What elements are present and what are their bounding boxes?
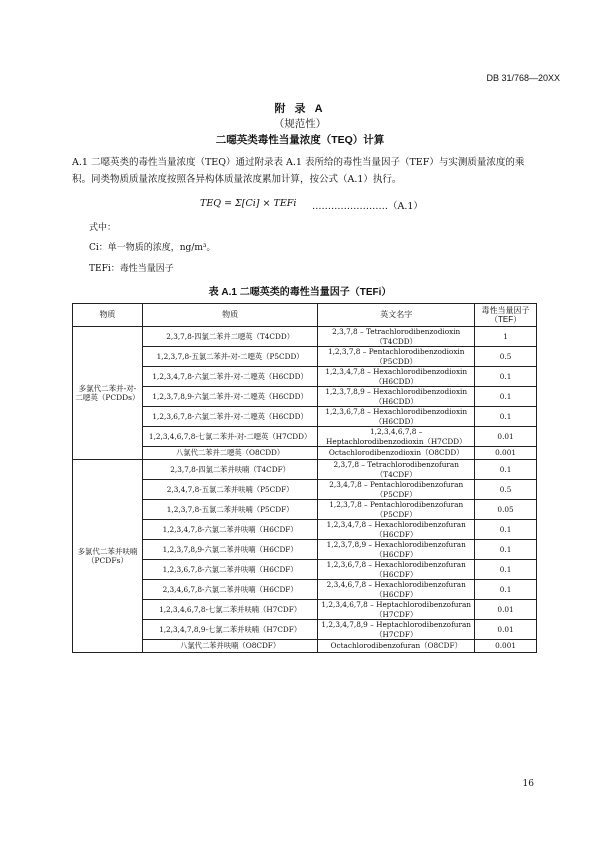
tef-value: 0.1 xyxy=(475,520,537,540)
substance-cn: 1,2,3,7,8,9-六氯二苯并呋喃（H6CDF） xyxy=(142,540,317,560)
header-english: 英文名字 xyxy=(318,304,475,327)
tef-value: 0.1 xyxy=(475,407,537,427)
table-row xyxy=(73,620,537,640)
tef-value: 0.001 xyxy=(475,640,537,653)
substance-cn: 2,3,7,8-四氯二苯并二噁英（T4CDD） xyxy=(142,327,317,347)
tef-value: 0.1 xyxy=(475,460,537,480)
substance-cn: 2,3,7,8-四氯二苯并呋喃（T4CDF） xyxy=(142,460,317,480)
ci-definition: Ci：单一物质的浓度，ng/m³。 xyxy=(89,243,216,253)
header-substance: 物质 xyxy=(142,304,317,327)
substance-en: 1,2,3,4,6,7,8 – Heptachlorodibenzodioxin（H7CDD） xyxy=(318,427,475,447)
tef-value: 0.01 xyxy=(475,600,537,620)
page-number: 16 xyxy=(522,779,534,789)
table-body xyxy=(73,327,537,653)
substance-en: 1,2,3,7,8,9 – Hexachlorodibenzodioxin（H6CDD） xyxy=(318,387,475,407)
substance-en: 1,2,3,7,8 – Pentachlorodibenzofuran（P5CDF） xyxy=(318,500,475,520)
substance-cn: 2,3,4,6,7,8-六氯二苯并呋喃（H6CDF） xyxy=(142,580,317,600)
tef-value: 0.5 xyxy=(475,480,537,500)
substance-cn: 1,2,3,6,7,8-六氯二苯并-对-二噁英（H6CDD） xyxy=(142,407,317,427)
substance-cn: 1,2,3,7,8-五氯二苯并-对-二噁英（P5CDD） xyxy=(142,347,317,367)
tef-value: 0.1 xyxy=(475,560,537,580)
table-row xyxy=(73,580,537,600)
table-row xyxy=(73,540,537,560)
formula-number: ……………………（A.1） xyxy=(312,201,423,212)
appendix-heading: 二噁英类毒性当量浓度（TEQ）计算 xyxy=(215,134,385,146)
substance-cn: 1,2,3,4,7,8-六氯二苯并-对-二噁英（H6CDD） xyxy=(142,367,317,387)
substance-en: 1,2,3,6,7,8 – Hexachlorodibenzodioxin（H6CDD） xyxy=(318,407,475,427)
substance-cn: 1,2,3,4,7,8,9-七氯二苯并呋喃（H7CDF） xyxy=(142,620,317,640)
substance-cn: 八氯代二苯并呋喃（O8CDF） xyxy=(142,640,317,653)
substance-en: 2,3,4,7,8 – Pentachlorodibenzofuran（P5CDF） xyxy=(318,480,475,500)
substance-cn: 1,2,3,7,8,9-六氯二苯并-对-二噁英（H6CDD） xyxy=(142,387,317,407)
table-row xyxy=(73,367,537,387)
substance-en: 1,2,3,4,7,8 – Hexachlorodibenzodioxin（H6CDD） xyxy=(318,367,475,387)
tef-table xyxy=(72,303,537,653)
substance-en: 1,2,3,6,7,8 – Hexachlorodibenzofuran（H6CDF） xyxy=(318,560,475,580)
tef-value: 0.001 xyxy=(475,447,537,460)
tef-value: 0.1 xyxy=(475,540,537,560)
table-row xyxy=(73,560,537,580)
table-row xyxy=(73,640,537,653)
group-label: 多氯代二苯并呋喃（PCDFs） xyxy=(73,460,143,653)
tef-value: 0.01 xyxy=(475,620,537,640)
tef-value: 0.1 xyxy=(475,387,537,407)
tef-value: 0.01 xyxy=(475,427,537,447)
substance-cn: 1,2,3,6,7,8-六氯二苯并呋喃（H6CDF） xyxy=(142,560,317,580)
substance-en: Octachlorodibenzodioxin（O8CDD） xyxy=(318,447,475,460)
substance-en: Octachlorodibenzofuran（O8CDF） xyxy=(318,640,475,653)
substance-cn: 1,2,3,7,8-五氯二苯并呋喃（P5CDF） xyxy=(142,500,317,520)
table-row xyxy=(73,447,537,460)
table-row xyxy=(73,327,537,347)
substance-en: 1,2,3,4,7,8 – Hexachlorodibenzofuran（H6CDF） xyxy=(318,520,475,540)
appendix-title: 附 录 A xyxy=(274,103,326,115)
table-row xyxy=(73,480,537,500)
substance-en: 2,3,7,8 – Tetrachlorodibenzodioxin（T4CDD） xyxy=(318,327,475,347)
tef-value: 0.5 xyxy=(475,347,537,367)
substance-cn: 2,3,4,7,8-五氯二苯并呋喃（P5CDF） xyxy=(142,480,317,500)
substance-en: 2,3,4,6,7,8 – Hexachlorodibenzofuran（H6CDF） xyxy=(318,580,475,600)
group-label: 多氯代二苯并-对-二噁英（PCDDs） xyxy=(73,327,143,460)
substance-en: 1,2,3,7,8,9 – Hexachlorodibenzofuran（H6CDF） xyxy=(318,540,475,560)
table-row xyxy=(73,407,537,427)
table-title: 表 A.1 二噁英类的毒性当量因子（TEFi） xyxy=(208,287,392,298)
tef-definition: TEFi：毒性当量因子 xyxy=(89,264,174,274)
substance-cn: 1,2,3,4,6,7,8-七氯二苯并呋喃（H7CDF） xyxy=(142,600,317,620)
table-row xyxy=(73,600,537,620)
table-row xyxy=(73,500,537,520)
table-row xyxy=(73,387,537,407)
header-tef: 毒性当量因子（TEF） xyxy=(475,304,537,327)
substance-cn: 1,2,3,4,6,7,8-七氯二苯并-对-二噁英（H7CDD） xyxy=(142,427,317,447)
formula: TEQ = Σ[Ci] × TEFi xyxy=(200,198,297,209)
substance-en: 2,3,7,8 – Tetrachlorodibenzofuran（T4CDF） xyxy=(318,460,475,480)
where-label: 式中： xyxy=(89,223,117,233)
table-row xyxy=(73,427,537,447)
table-header-row xyxy=(73,304,537,327)
substance-en: 1,2,3,4,7,8,9 – Heptachlorodibenzofuran（H7CDF） xyxy=(318,620,475,640)
substance-en: 1,2,3,4,6,7,8 – Heptachlorodibenzofuran（H7CDF） xyxy=(318,600,475,620)
appendix-nature: （规范性） xyxy=(273,118,327,130)
header-class: 物质 xyxy=(73,304,143,327)
substance-en: 1,2,3,7,8 – Pentachlorodibenzodioxin（P5CDD） xyxy=(318,347,475,367)
paragraph-a1: A.1 二噁英类的毒性当量浓度（TEQ）通过附录表 A.1 表所给的毒性当量因子（TEF）与实测质量浓度的乘积。同类物质质量浓度按照各异构体质量浓度累加计算，按公式（A.1）执行。 xyxy=(72,157,525,185)
table-row xyxy=(73,347,537,367)
substance-cn: 八氯代二苯并二噁英（O8CDD） xyxy=(142,447,317,460)
table-row xyxy=(73,520,537,540)
tef-value: 0.05 xyxy=(475,500,537,520)
tef-value: 0.1 xyxy=(475,580,537,600)
tef-value: 0.1 xyxy=(475,367,537,387)
document-id: DB 31/768—20XX xyxy=(486,73,560,83)
table-row xyxy=(73,460,537,480)
substance-cn: 1,2,3,4,7,8-六氯二苯并呋喃（H6CDF） xyxy=(142,520,317,540)
tef-value: 1 xyxy=(475,327,537,347)
